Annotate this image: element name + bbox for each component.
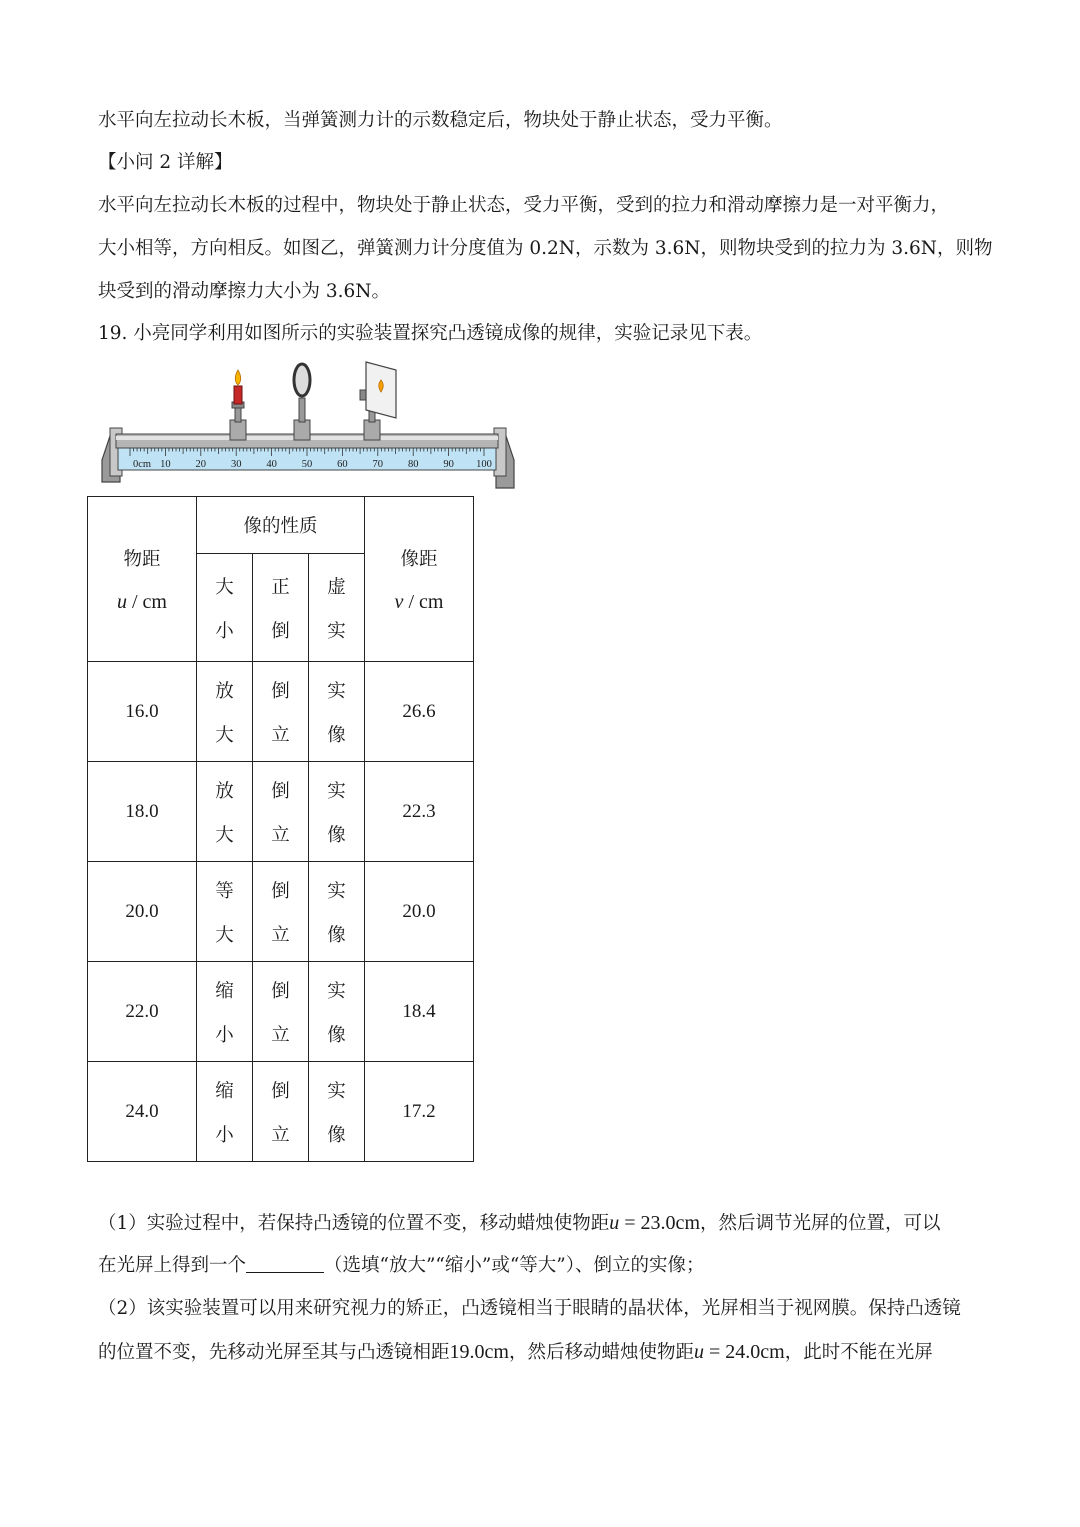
question-1-line-1: （1）实验过程中，若保持凸透镜的位置不变，移动蜡烛使物距u = 23.0cm，然后调节光屏的位置，可以 (98, 1212, 941, 1234)
cell-image-distance: 20.0 (365, 862, 474, 962)
ruler-label: 20 (195, 459, 207, 470)
paragraph-5: 块受到的滑动摩擦力大小为 3.6N。 (98, 281, 390, 302)
ruler-label: 50 (301, 459, 313, 470)
cell-orient: 倒 立 (253, 662, 309, 762)
ruler-label: 90 (443, 459, 454, 470)
cell-real: 实 像 (309, 862, 365, 962)
cell-size: 缩 小 (197, 962, 253, 1062)
header-object-distance: 物距 u / cm (88, 497, 197, 662)
header-image-nature: 像的性质 (197, 497, 365, 554)
cell-object-distance: 24.0 (88, 1062, 197, 1162)
imaging-data-table (87, 496, 474, 1162)
section-heading: 【小问 2 详解】 (98, 152, 233, 173)
ruler-label: 60 (337, 459, 348, 470)
cell-size: 放 大 (197, 662, 253, 762)
header-real-virtual: 虚 实 (309, 554, 365, 662)
cell-orient: 倒 立 (253, 962, 309, 1062)
convex-lens (294, 364, 310, 440)
question-1-line-2: 在光屏上得到一个 （选填“放大”“缩小”或“等大”）、倒立的实像； (98, 1255, 705, 1276)
header-orientation: 正 倒 (253, 554, 309, 662)
table-row (88, 662, 474, 762)
table-row (88, 962, 474, 1062)
cell-real: 实 像 (309, 662, 365, 762)
cell-image-distance: 17.2 (365, 1062, 474, 1162)
table-row (88, 762, 474, 862)
paragraph-4: 大小相等，方向相反。如图乙，弹簧测力计分度值为 0.2N，示数为 3.6N，则物块受到的拉力为 3.6N，则物 (98, 238, 993, 259)
light-screen (360, 362, 396, 440)
cell-image-distance: 26.6 (365, 662, 474, 762)
ruler-label: 0cm (132, 459, 152, 470)
cell-image-distance: 22.3 (365, 762, 474, 862)
cell-orient: 倒 立 (253, 762, 309, 862)
table-row (88, 862, 474, 962)
cell-object-distance: 18.0 (88, 762, 197, 862)
cell-real: 实 像 (309, 962, 365, 1062)
cell-size: 等 大 (197, 862, 253, 962)
table-row (88, 1062, 474, 1162)
paragraph-3: 水平向左拉动长木板的过程中，物块处于静止状态，受力平衡，受到的拉力和滑动摩擦力是一对平衡力， (98, 195, 950, 216)
cell-size: 缩 小 (197, 1062, 253, 1162)
cell-size: 放 大 (197, 762, 253, 862)
answer-blank[interactable] (246, 1254, 324, 1273)
cell-object-distance: 16.0 (88, 662, 197, 762)
header-image-distance: 像距 v / cm (365, 497, 474, 662)
cell-orient: 倒 立 (253, 1062, 309, 1162)
question-2-line-2: 的位置不变，先移动光屏至其与凸透镜相距19.0cm，然后移动蜡烛使物距u = 24.0cm，此时不能在光屏 (98, 1341, 933, 1363)
question-2-line-1: （2）该实验装置可以用来研究视力的矫正，凸透镜相当于眼睛的晶状体，光屏相当于视网膜。保持凸透镜 (98, 1298, 961, 1319)
ruler-label: 40 (266, 459, 277, 470)
question-19-stem: 19. 小亮同学利用如图所示的实验装置探究凸透镜成像的规律，实验记录见下表。 (98, 323, 763, 344)
cell-object-distance: 20.0 (88, 862, 197, 962)
ruler-label: 70 (372, 459, 384, 470)
cell-image-distance: 18.4 (365, 962, 474, 1062)
ruler-label: 30 (230, 459, 242, 470)
ruler-label: 10 (160, 459, 171, 470)
optical-bench-figure (98, 360, 518, 492)
paragraph-1: 水平向左拉动长木板，当弹簧测力计的示数稳定后，物块处于静止状态，受力平衡。 (98, 110, 783, 131)
ruler-label: 100 (476, 459, 492, 470)
cell-real: 实 像 (309, 1062, 365, 1162)
candle (230, 370, 246, 440)
flame-icon (235, 370, 240, 385)
ruler-label: 80 (407, 459, 419, 470)
cell-object-distance: 22.0 (88, 962, 197, 1062)
cell-orient: 倒 立 (253, 862, 309, 962)
header-size: 大 小 (197, 554, 253, 662)
cell-real: 实 像 (309, 762, 365, 862)
